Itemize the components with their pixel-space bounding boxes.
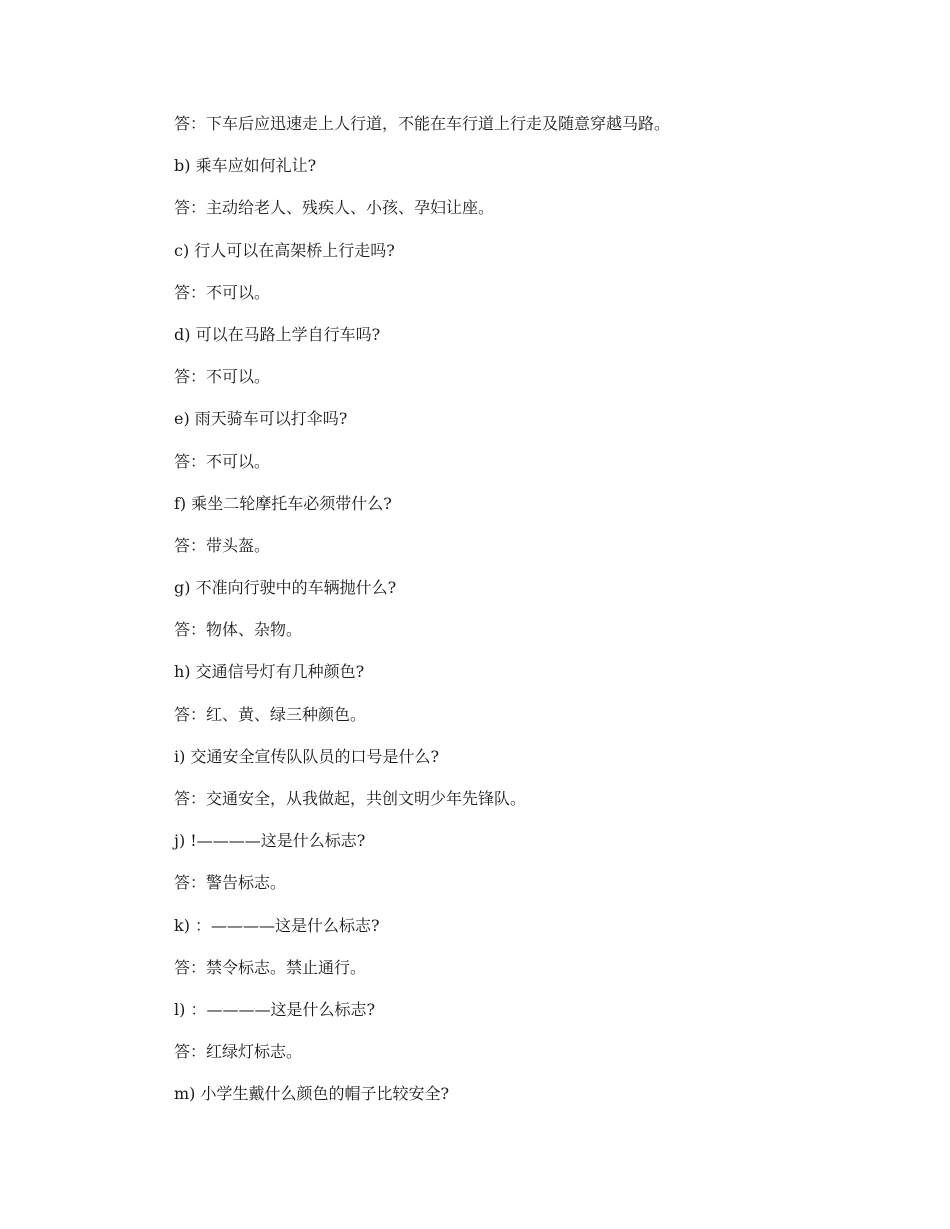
question-line: l) ：————这是什么标志? [174, 999, 376, 1019]
question-line: g) 不准向行驶中的车辆抛什么? [174, 578, 397, 598]
question-line: k) ：————这是什么标志? [174, 915, 380, 935]
answer-line: 答：下车后应迅速走上人行道，不能在车行道上行走及随意穿越马路。 [174, 114, 671, 133]
answer-line: 答：带头盔。 [174, 535, 271, 555]
question-line: m) 小学生戴什么颜色的帽子比较安全? [174, 1084, 450, 1104]
answer-line: 答：不可以。 [174, 367, 271, 387]
answer-line: 答：不可以。 [174, 282, 271, 302]
answer-line: 答：交通安全，从我做起，共创文明少年先锋队。 [174, 789, 527, 808]
answer-line: 答：红绿灯标志。 [174, 1042, 303, 1062]
question-line: h) 交通信号灯有几种颜色? [174, 662, 365, 682]
question-line: c) 行人可以在高架桥上行走吗? [174, 240, 395, 260]
question-line: b) 乘车应如何礼让? [174, 156, 317, 176]
question-line: i) 交通安全宣传队队员的口号是什么? [174, 746, 440, 766]
answer-line: 答：物体、杂物。 [174, 620, 303, 640]
question-line: f) 乘坐二轮摩托车必须带什么? [174, 493, 392, 513]
answer-line: 答：红、黄、绿三种颜色。 [174, 704, 367, 724]
answer-line: 答：警告标志。 [174, 873, 287, 893]
answer-line: 答：不可以。 [174, 451, 271, 471]
question-line: e) 雨天骑车可以打伞吗? [174, 409, 348, 429]
answer-line: 答：禁令标志。禁止通行。 [174, 957, 367, 977]
answer-line: 答：主动给老人、残疾人、小孩、孕妇让座。 [174, 198, 495, 218]
question-line: j) !————这是什么标志? [174, 831, 366, 851]
qa-text-block [174, 111, 874, 1124]
question-line: d) 可以在马路上学自行车吗? [174, 324, 381, 344]
